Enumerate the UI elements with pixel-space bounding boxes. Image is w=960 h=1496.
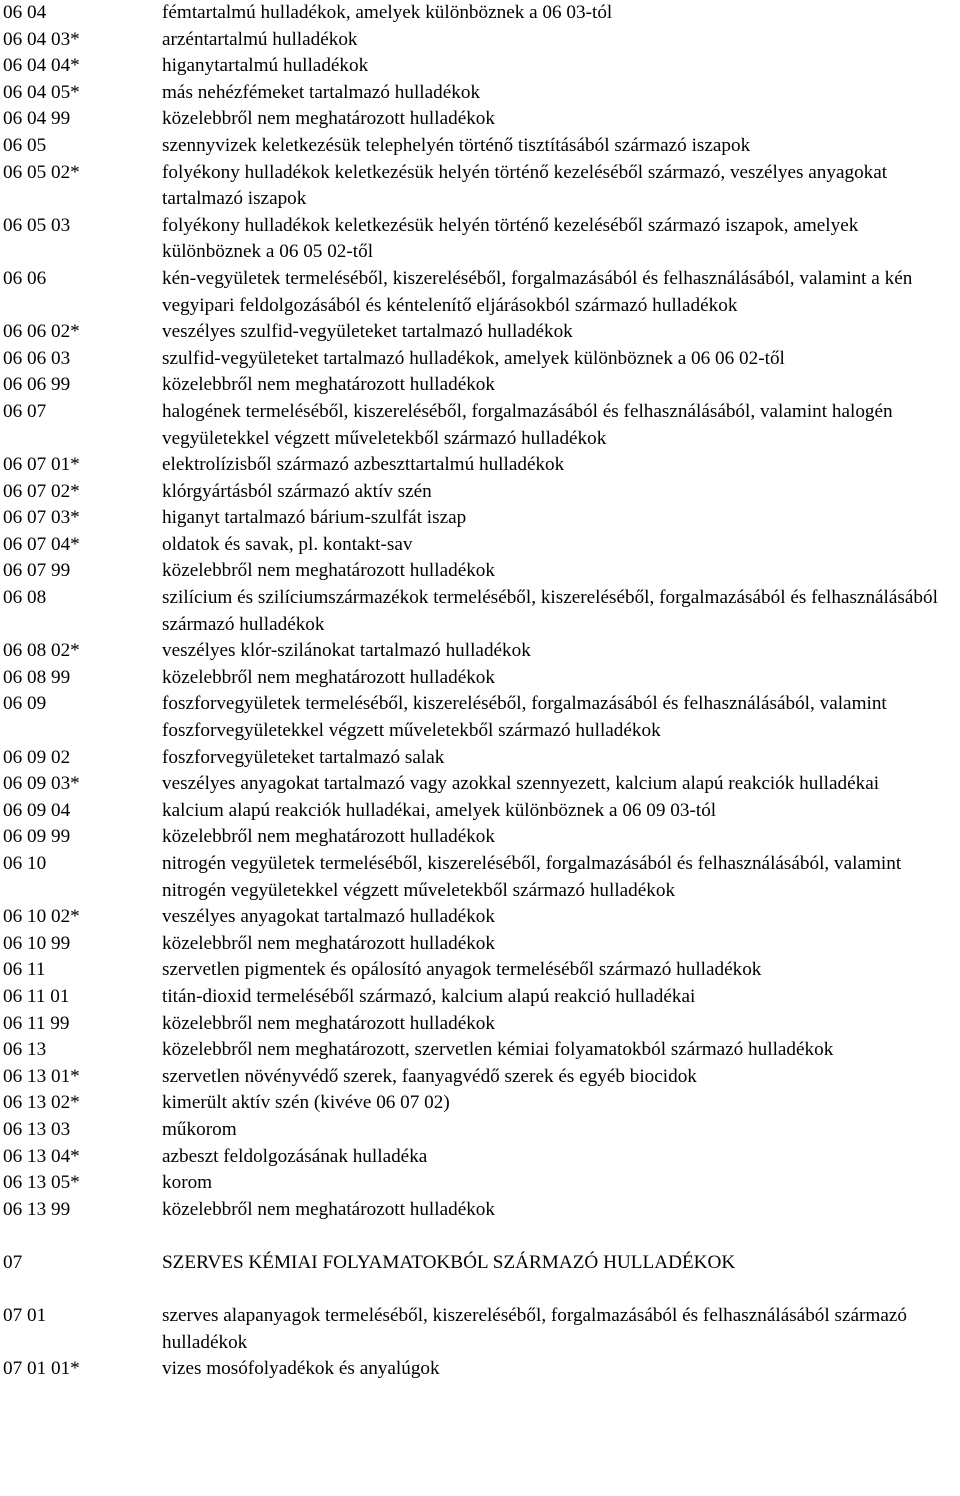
waste-code: 06 11 bbox=[3, 959, 46, 981]
waste-description: más nehézfémeket tartalmazó hulladékok bbox=[162, 81, 481, 103]
waste-code: 06 07 04* bbox=[3, 533, 80, 555]
list-item bbox=[0, 452, 960, 479]
waste-code: 06 07 02* bbox=[3, 480, 80, 502]
waste-code: 06 05 03 bbox=[3, 214, 71, 236]
waste-description: titán-dioxid termeléséből származó, kalcium alapú reakció hulladékai bbox=[162, 985, 696, 1007]
waste-description: közelebbről nem meghatározott hulladékok bbox=[162, 374, 495, 396]
list-item bbox=[0, 80, 960, 107]
list-item bbox=[0, 585, 960, 638]
waste-code: 06 11 99 bbox=[3, 1012, 70, 1034]
list-item bbox=[0, 745, 960, 772]
waste-code: 06 13 99 bbox=[3, 1198, 71, 1220]
list-item bbox=[0, 1011, 960, 1038]
waste-description: oldatok és savak, pl. kontakt-sav bbox=[162, 533, 413, 555]
list-item bbox=[0, 346, 960, 373]
waste-code: 06 07 99 bbox=[3, 560, 71, 582]
waste-description: folyékony hulladékok keletkezésük helyén történő kezeléséből származó iszapok, amelyek különböznek a 06 05 02-től bbox=[162, 214, 859, 263]
waste-code: 06 08 02* bbox=[3, 640, 80, 662]
list-item bbox=[0, 824, 960, 851]
list-item bbox=[0, 957, 960, 984]
waste-description: higanytartalmú hulladékok bbox=[162, 55, 369, 77]
waste-description: arzéntartalmú hulladékok bbox=[162, 28, 358, 50]
waste-description: szulfid-vegyületeket tartalmazó hulladékok, amelyek különböznek a 06 06 02-től bbox=[162, 347, 785, 369]
waste-description: közelebbről nem meghatározott, szervetlen kémiai folyamatokból származó hulladékok bbox=[162, 1039, 834, 1061]
waste-code: 06 05 02* bbox=[3, 161, 80, 183]
waste-code: 07 01 01* bbox=[3, 1358, 80, 1380]
list-item bbox=[0, 266, 960, 319]
waste-description: elektrolízisből származó azbeszttartalmú hulladékok bbox=[162, 454, 565, 476]
list-item bbox=[0, 1117, 960, 1144]
list-item bbox=[0, 372, 960, 399]
waste-description: nitrogén vegyületek termeléséből, kiszereléséből, forgalmazásából és felhasználásából, valamint nitrogén vegyületekkel végzett műveletekből származó hulladékok bbox=[162, 853, 902, 901]
list-item bbox=[0, 505, 960, 532]
waste-code: 06 04 bbox=[3, 2, 47, 23]
waste-description: foszforvegyületeket tartalmazó salak bbox=[162, 746, 445, 768]
list-item bbox=[0, 106, 960, 133]
waste-code: 06 13 04* bbox=[3, 1145, 80, 1167]
waste-description: közelebbről nem meghatározott hulladékok bbox=[162, 666, 495, 688]
chapter-heading bbox=[0, 1250, 960, 1277]
waste-description: veszélyes szulfid-vegyületeket tartalmazó hulladékok bbox=[162, 321, 573, 343]
waste-code: 06 09 04 bbox=[3, 799, 71, 821]
waste-code: 06 04 05* bbox=[3, 81, 80, 103]
waste-code: 07 bbox=[3, 1251, 23, 1273]
list-item bbox=[0, 399, 960, 452]
waste-code: 06 08 bbox=[3, 587, 47, 609]
list-item bbox=[0, 133, 960, 160]
waste-code: 06 06 99 bbox=[3, 374, 71, 396]
waste-description: halogének termeléséből, kiszereléséből, forgalmazásából és felhasználásából, valamint halogén vegyületekkel végzett műveletekből származó hulladékok bbox=[162, 400, 893, 449]
waste-code: 06 10 02* bbox=[3, 906, 80, 928]
list-item bbox=[0, 798, 960, 825]
list-item bbox=[0, 638, 960, 665]
list-item bbox=[0, 1197, 960, 1224]
list-item bbox=[0, 984, 960, 1011]
waste-code: 06 13 01* bbox=[3, 1065, 80, 1087]
waste-code: 06 07 03* bbox=[3, 507, 80, 529]
list-item bbox=[0, 931, 960, 958]
list-item bbox=[0, 1303, 960, 1356]
waste-code: 06 04 04* bbox=[3, 55, 80, 77]
list-item bbox=[0, 479, 960, 506]
waste-code: 06 09 bbox=[3, 693, 47, 715]
waste-description: közelebbről nem meghatározott hulladékok bbox=[162, 826, 495, 848]
waste-description: klórgyártásból származó aktív szén bbox=[162, 480, 432, 502]
waste-description: folyékony hulladékok keletkezésük helyén történő kezeléséből származó, veszélyes anyagokat tartalmazó iszapok bbox=[162, 161, 888, 210]
waste-description: azbeszt feldolgozásának hulladéka bbox=[162, 1145, 428, 1167]
waste-code: 06 11 01 bbox=[3, 985, 70, 1007]
waste-description: veszélyes anyagokat tartalmazó vagy azokkal szennyezett, kalcium alapú reakciók hulladékai bbox=[162, 773, 880, 795]
list-item bbox=[0, 319, 960, 346]
list-item bbox=[0, 665, 960, 692]
waste-description: veszélyes klór-szilánokat tartalmazó hulladékok bbox=[162, 640, 531, 662]
waste-description: kalcium alapú reakciók hulladékai, amelyek különböznek a 06 09 03-tól bbox=[162, 799, 717, 821]
waste-code: 06 04 03* bbox=[3, 28, 80, 50]
list-item bbox=[0, 851, 960, 904]
waste-code: 06 06 bbox=[3, 267, 47, 289]
list-item bbox=[0, 1170, 960, 1197]
waste-code: 06 06 02* bbox=[3, 321, 80, 343]
list-item bbox=[0, 904, 960, 931]
list-item bbox=[0, 53, 960, 80]
waste-description: közelebbről nem meghatározott hulladékok bbox=[162, 108, 495, 130]
list-item bbox=[0, 558, 960, 585]
waste-code: 06 10 99 bbox=[3, 932, 71, 954]
list-item bbox=[0, 1064, 960, 1091]
waste-code: 06 06 03 bbox=[3, 347, 71, 369]
list-item bbox=[0, 1037, 960, 1064]
waste-description: korom bbox=[162, 1172, 213, 1194]
waste-code: 06 08 99 bbox=[3, 666, 71, 688]
waste-description: kén-vegyületek termeléséből, kiszereléséből, forgalmazásából és felhasználásából, valamint a kén vegyipari feldolgozásából és kéntelenítő eljárásokból származó hulladékok bbox=[162, 267, 913, 316]
waste-code: 06 09 99 bbox=[3, 826, 71, 848]
waste-description: szervetlen növényvédő szerek, faanyagvédő szerek és egyéb biocidok bbox=[162, 1065, 697, 1087]
waste-code: 06 13 02* bbox=[3, 1092, 80, 1114]
waste-description: szervetlen pigmentek és opálosító anyagok termeléséből származó hulladékok bbox=[162, 959, 762, 981]
list-item bbox=[0, 160, 960, 213]
waste-code: 06 05 bbox=[3, 134, 47, 156]
waste-code: 06 09 02 bbox=[3, 746, 71, 768]
waste-description: közelebbről nem meghatározott hulladékok bbox=[162, 560, 495, 582]
waste-description: közelebbről nem meghatározott hulladékok bbox=[162, 932, 495, 954]
list-item bbox=[0, 771, 960, 798]
list-item bbox=[0, 1356, 960, 1383]
waste-description: műkorom bbox=[162, 1118, 237, 1140]
waste-description: szennyvizek keletkezésük telephelyén történő tisztításából származó iszapok bbox=[162, 134, 751, 156]
waste-code: 07 01 bbox=[3, 1305, 47, 1327]
waste-description: fémtartalmú hulladékok, amelyek különböznek a 06 03-tól bbox=[162, 2, 613, 23]
waste-code: 06 13 05* bbox=[3, 1172, 80, 1194]
waste-code: 06 07 01* bbox=[3, 454, 80, 476]
waste-description: veszélyes anyagokat tartalmazó hulladékok bbox=[162, 906, 495, 928]
waste-description: vizes mosófolyadékok és anyalúgok bbox=[162, 1358, 440, 1380]
waste-description: kimerült aktív szén (kivéve 06 07 02) bbox=[162, 1092, 450, 1114]
waste-description: közelebbről nem meghatározott hulladékok bbox=[162, 1012, 495, 1034]
waste-code: 06 13 bbox=[3, 1039, 47, 1061]
list-item bbox=[0, 1090, 960, 1117]
waste-description: higanyt tartalmazó bárium-szulfát iszap bbox=[162, 507, 467, 529]
list-item bbox=[0, 213, 960, 266]
waste-description: SZERVES KÉMIAI FOLYAMATOKBÓL SZÁRMAZÓ HULLADÉKOK bbox=[162, 1251, 736, 1273]
waste-code: 06 07 bbox=[3, 400, 47, 422]
list-item bbox=[0, 1144, 960, 1171]
waste-description: szerves alapanyagok termeléséből, kiszereléséből, forgalmazásából és felhasználásából származó hulladékok bbox=[162, 1305, 907, 1353]
list-item bbox=[0, 532, 960, 559]
waste-description: szilícium és szilíciumszármazékok termeléséből, kiszereléséből, forgalmazásából és felhasználásából származó hulladékok bbox=[162, 587, 938, 635]
waste-code: 06 09 03* bbox=[3, 773, 80, 795]
list-item bbox=[0, 691, 960, 744]
list-item bbox=[0, 0, 960, 27]
waste-code: 06 10 bbox=[3, 853, 47, 874]
waste-code: 06 13 03 bbox=[3, 1118, 71, 1140]
list-item bbox=[0, 27, 960, 54]
waste-description: foszforvegyületek termeléséből, kiszereléséből, forgalmazásából és felhasználásából, valamint foszforvegyületekkel végzett műveletekből származó hulladékok bbox=[162, 693, 887, 742]
waste-code: 06 04 99 bbox=[3, 108, 71, 130]
waste-description: közelebbről nem meghatározott hulladékok bbox=[162, 1198, 495, 1220]
